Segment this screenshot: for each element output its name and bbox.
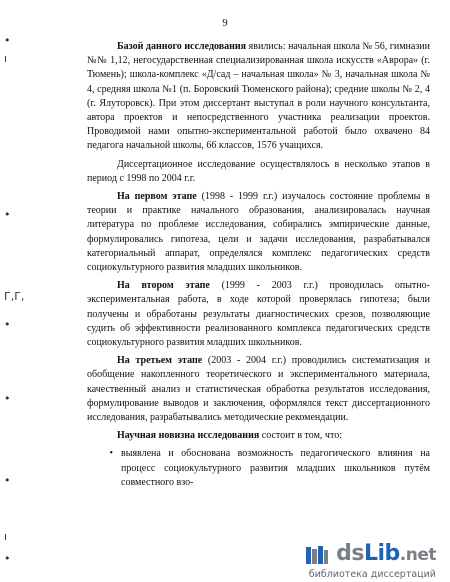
paragraph-text: (1999 - 2003 г.г.) проводилась опытно-экспериментальная работа, в ходе которой проверялась гипотеза; были получены и обработаны результаты диагностических срезов, позволяющие судить об эффективности реализованного комплекса педагогических средств социокультурного развития младших школьников. — [87, 280, 430, 349]
paragraph-text: (1998 - 1999 г.г.) изучалось состояние проблемы в теории и практике начального образования, анализировалась научная литература по проблеме исследования, собирались эмпирические данные, формулировались гипотеза, цели и задачи исследования, разрабатывался категориальный аппарат, определялся комплекс педагогических средств социокультурного развития младших школьников. — [87, 191, 430, 274]
wordmark-ds: ds — [336, 541, 364, 566]
paragraph-stages-intro — [87, 158, 430, 186]
margin-mark: • — [4, 208, 11, 221]
watermark-subtitle: библиотека диссертаций — [308, 569, 436, 580]
margin-mark: • — [4, 318, 11, 331]
paragraph-research-base — [87, 40, 430, 154]
paragraph-stage-one — [87, 190, 430, 275]
watermark-wordmark — [336, 543, 436, 566]
paragraph-stage-two — [87, 279, 430, 350]
books-icon — [304, 544, 330, 566]
wordmark-net: .net — [399, 545, 436, 565]
paragraph-lead: На первом этапе — [117, 191, 197, 203]
paragraph-text: явились: начальная школа № 56, гимназии №№ 1,12, негосударственная специализированная школа искусств «Аврора» (г. Тюмень); школа-комплекс «Д/сад – начальная школа» № 3, начальная школа № 4, средняя школа №1 (п. Боровский Тюменского района); средние школы № 2, 4 (г. Ялуторовск). При этом диссертант выступал в роли научного консультанта, автора проектов и непосредственного участника реализации проектов. Проводимой нами опытно-экспериментальной работой было охвачено 84 педагога начальной школы, 66 классов, 1576 учащихся. — [87, 41, 431, 152]
page-number: 9 — [222, 18, 228, 29]
margin-mark: ı — [4, 530, 8, 543]
paragraph-text: Диссертационное исследование осуществлялось в несколько этапов в период с 1998 по 2004 г.г. — [87, 158, 430, 184]
margin-mark: • — [4, 392, 11, 405]
paragraph-text: состоит в том, что: — [259, 430, 342, 442]
paragraph-lead: Научная новизна исследования — [117, 430, 260, 442]
margin-mark: Г,Г, — [4, 290, 25, 303]
margin-mark: • — [4, 552, 11, 565]
paragraph-lead: На третьем этапе — [117, 355, 203, 367]
margin-mark: ı — [4, 52, 8, 65]
bullet-marker: • — [109, 448, 113, 460]
list-item-text: выявлена и обоснована возможность педагогического влияния на процесс социокультурного развития младших школьников путём совместного взо- — [121, 448, 430, 488]
margin-mark: • — [4, 474, 11, 487]
document-body — [87, 40, 430, 490]
margin-mark: • — [4, 34, 11, 47]
paragraph-lead: Базой данного исследования — [117, 41, 247, 52]
list-item — [87, 447, 430, 490]
paragraph-lead: На втором этапе — [117, 280, 210, 292]
paragraph-stage-three — [87, 354, 430, 425]
paragraph-novelty — [87, 429, 430, 443]
wordmark-lib: Lib — [363, 541, 400, 566]
paragraph-text: (2003 - 2004 г.г.) проводились систематизация и обобщение накопленного теоретического и экспериментального материала, качественный анализ и статистическая обработка результатов исследования, формулирование выводов и заключения, оформлялся текст диссертационного исследования, разрабатывались методические рекомендации. — [87, 355, 431, 424]
watermark-logo — [304, 543, 436, 566]
